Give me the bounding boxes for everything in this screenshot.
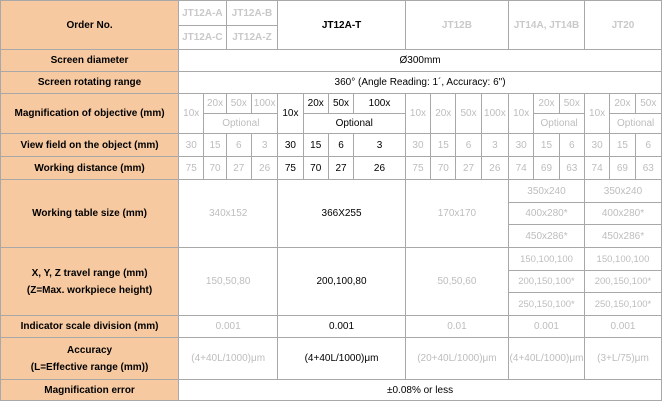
working-table-row-1 [1,180,662,203]
b-vf-0: 30 [405,134,430,157]
t-accuracy: (4+40L/1000)μm [278,338,406,380]
t-mag-20x: 20x [303,94,328,114]
view-field-label: View field on the object (mm) [1,134,179,157]
g20-table-0: 350x240 [584,180,661,203]
screen-rotating-value: 360° (Angle Reading: 1´, Accuracy: 6") [179,72,662,94]
t-wd-0: 75 [278,157,303,180]
g20-vf-0: 30 [584,134,609,157]
g1-mag-100x: 100x [251,94,277,114]
model-jt12a-b: JT12A-B [226,1,278,26]
g20-mag-20x: 20x [610,94,635,114]
g20-mag-10x: 10x [584,94,609,134]
magnification-row-1 [1,94,662,114]
model-jt20: JT20 [584,1,661,50]
g20-wd-0: 74 [584,157,609,180]
b-mag-100x: 100x [481,94,508,134]
model-jt12a-c: JT12A-C [179,26,227,50]
accuracy-label [1,338,179,380]
g1-travel: 150,50,80 [179,248,278,316]
t-vf-0: 30 [278,134,303,157]
g20-accuracy: (3+L/75)μm [584,338,661,380]
g20-table-2: 450x286* [584,225,661,248]
b-wd-2: 27 [456,157,481,180]
b-mag-20x: 20x [431,94,456,134]
g1-vf-0: 30 [179,134,204,157]
g14-table-0: 350x240 [509,180,585,203]
g14-vf-0: 30 [509,134,534,157]
screen-diameter-value: Ø300mm [179,50,662,72]
screen-diameter-row [1,50,662,72]
g1-vf-3: 3 [251,134,277,157]
travel-range-label-line1: X, Y, Z travel range (mm) [31,267,148,279]
b-wd-1: 70 [431,157,456,180]
g1-optional: Optional [204,114,278,134]
g1-vf-2: 6 [226,134,251,157]
g14-vf-1: 15 [534,134,559,157]
g20-mag-50x: 50x [635,94,661,114]
t-wd-2: 27 [328,157,353,180]
g14-travel-2: 250,150,100* [509,293,585,316]
model-jt14: JT14A, JT14B [509,1,585,50]
magnification-error-value: ±0.08% or less [179,380,662,401]
working-table-label: Working table size (mm) [1,180,179,248]
t-indicator: 0.001 [278,316,406,338]
view-field-row [1,134,662,157]
t-wd-3: 26 [354,157,406,180]
g14-optional: Optional [534,114,585,134]
indicator-scale-row [1,316,662,338]
accuracy-label-line1: Accuracy [67,344,113,356]
b-wd-3: 26 [481,157,508,180]
travel-range-row-1 [1,248,662,271]
g14-accuracy: (4+40L/1000)μm [509,338,585,380]
screen-rotating-row [1,72,662,94]
g20-vf-1: 15 [610,134,635,157]
t-optional: Optional [303,114,405,134]
magnification-error-row [1,380,662,401]
g20-optional: Optional [610,114,662,134]
order-no-label: Order No. [1,1,179,50]
t-vf-1: 15 [303,134,328,157]
g20-travel-0: 150,100,100 [584,248,661,271]
accuracy-label-line2: (L=Effective range (mm)) [30,361,149,373]
g1-wd-1: 70 [204,157,226,180]
b-wd-0: 75 [405,157,430,180]
t-vf-2: 6 [328,134,353,157]
t-travel: 200,100,80 [278,248,406,316]
g14-wd-1: 69 [534,157,559,180]
g20-wd-2: 63 [635,157,661,180]
b-accuracy: (20+40L/1000)μm [405,338,508,380]
g14-table-1: 400x280* [509,203,585,225]
g1-vf-1: 15 [204,134,226,157]
model-jt12a-z: JT12A-Z [226,26,278,50]
screen-diameter-label: Screen diameter [1,50,179,72]
g14-wd-2: 63 [559,157,584,180]
g14-mag-50x: 50x [559,94,584,114]
travel-range-label [1,248,179,316]
g1-mag-20x: 20x [204,94,226,114]
g1-indicator: 0.001 [179,316,278,338]
b-travel: 50,50,60 [405,248,508,316]
g14-travel-1: 200,150,100* [509,271,585,293]
order-row-1 [1,1,662,26]
b-table: 170x170 [405,180,508,248]
g1-wd-0: 75 [179,157,204,180]
magnification-error-label: Magnification error [1,380,179,401]
g20-travel-2: 250,150,100* [584,293,661,316]
screen-rotating-label: Screen rotating range [1,72,179,94]
t-mag-100x: 100x [354,94,406,114]
g14-mag-10x: 10x [509,94,534,134]
working-distance-row [1,157,662,180]
travel-range-label-line2: (Z=Max. workpiece height) [26,284,153,296]
g20-travel-1: 200,150,100* [584,271,661,293]
g20-indicator: 0.001 [584,316,661,338]
t-vf-3: 3 [354,134,406,157]
b-vf-3: 3 [481,134,508,157]
model-jt12a-t: JT12A-T [278,1,406,50]
t-mag-10x: 10x [278,94,303,134]
b-vf-2: 6 [456,134,481,157]
g14-travel-0: 150,100,100 [509,248,585,271]
g14-indicator: 0.001 [509,316,585,338]
model-jt12b: JT12B [405,1,508,50]
model-jt12a-a: JT12A-A [179,1,227,26]
accuracy-row [1,338,662,380]
g1-wd-3: 26 [251,157,277,180]
magnification-label: Magnification of objective (mm) [1,94,179,134]
t-table: 366X255 [278,180,406,248]
b-vf-1: 15 [431,134,456,157]
t-mag-50x: 50x [328,94,353,114]
g1-wd-2: 27 [226,157,251,180]
g20-table-1: 400x280* [584,203,661,225]
g1-table: 340x152 [179,180,278,248]
g20-wd-1: 69 [610,157,635,180]
g1-mag-10x: 10x [179,94,204,134]
g14-wd-0: 74 [509,157,534,180]
b-indicator: 0.01 [405,316,508,338]
g14-vf-2: 6 [559,134,584,157]
working-distance-label: Working distance (mm) [1,157,179,180]
g1-accuracy: (4+40L/1000)μm [179,338,278,380]
indicator-scale-label: Indicator scale division (mm) [1,316,179,338]
g14-mag-20x: 20x [534,94,559,114]
g1-mag-50x: 50x [226,94,251,114]
b-mag-50x: 50x [456,94,481,134]
t-wd-1: 70 [303,157,328,180]
g14-table-2: 450x286* [509,225,585,248]
b-mag-10x: 10x [405,94,430,134]
g20-vf-2: 6 [635,134,661,157]
